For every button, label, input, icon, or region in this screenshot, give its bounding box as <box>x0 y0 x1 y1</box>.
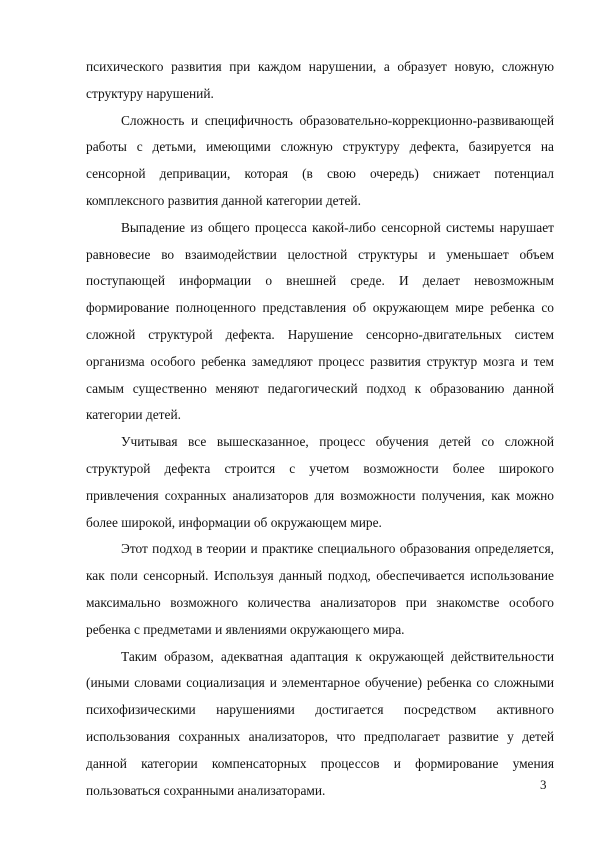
paragraph: Выпадение из общего процесса какой-либо сенсорной системы нарушает равновесие во взаимодействии целостной структуры и уменьшает объем поступающей информации о внешней среде. И делает невозможным формирование полноценного представления об окружающем мире ребенка со сложной структурой дефекта. Нарушение сенсорно-двигательных систем организма особого ребенка замедляют процесс развития структур мозга и тем самым существенно меняют педагогический подход к образованию данной категории детей. <box>86 219 554 423</box>
page-number: 3 <box>540 777 547 792</box>
paragraph-continuation: психического развития при каждом нарушении, а образует новую, сложную структуру нарушений. <box>86 59 554 101</box>
paragraph: Сложность и специфичность образовательно-коррекционно-развивающей работы с детьми, имеющими сложную структуру дефекта, базируется на сенсорной депривации, которая (в свою очередь) снижает потенциал комплексного развития данной категории детей. <box>86 112 554 208</box>
paragraph: Учитывая все вышесказанное, процесс обучения детей со сложной структурой дефекта строится с учетом возможности более широкого привлечения сохранных анализаторов для возможности получения, как можно более широкой, информации об окружающем мире. <box>86 434 554 530</box>
paragraph: Таким образом, адекватная адаптация к окружающей действительности (иными словами социализация и элементарное обучение) ребенка со сложными психофизическими нарушениями достигается посредством активного использования сохранных анализаторов, что предполагает развитие у детей данной категории компенсаторных процессов и формирование умения пользоваться сохранными анализаторами. <box>86 648 554 798</box>
paragraph: Этот подход в теории и практике специального образования определяется, как поли сенсорный. Используя данный подход, обеспечивается использование максимально возможного количества анализаторов при знакомстве особого ребенка с предметами и явлениями окружающего мира. <box>86 541 554 637</box>
page-body <box>86 54 554 804</box>
